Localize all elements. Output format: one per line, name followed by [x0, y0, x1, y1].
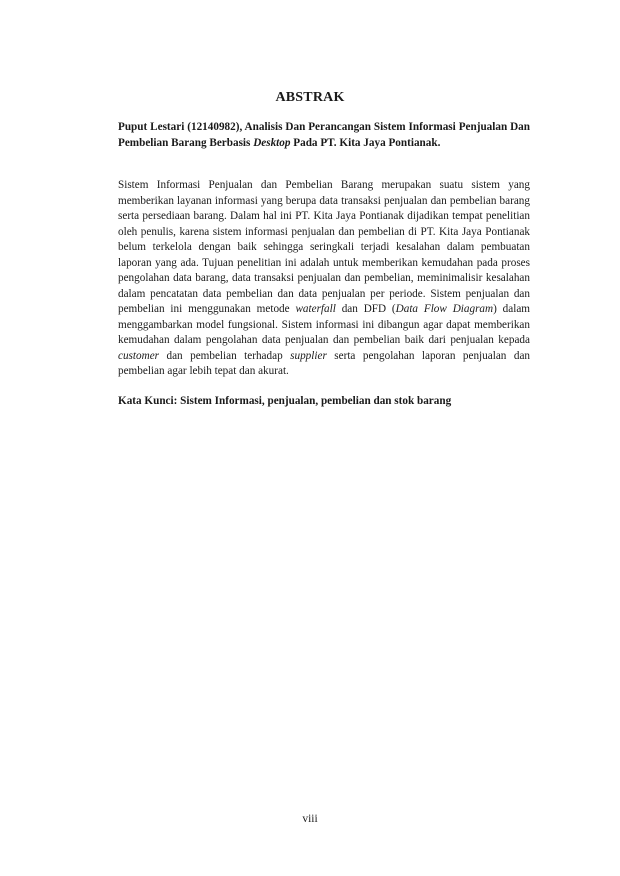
page-title: ABSTRAK — [275, 90, 345, 105]
abstract-text-5: serta pengolahan laporan penjualan dan pembelian agar lebih tepat dan akurat. — [118, 349, 531, 377]
keywords-line: Kata Kunci: Sistem Informasi, penjualan, pembelian dan stok barang — [118, 395, 452, 407]
abstract-paragraph — [118, 178, 530, 380]
abstract-term-dfd: Data Flow Diagram — [395, 303, 494, 315]
abstract-term-customer: customer — [118, 349, 160, 362]
page-number: viii — [302, 813, 318, 825]
abstract-term-waterfall: waterfall — [295, 303, 336, 315]
author-citation — [118, 120, 530, 151]
author-citation-text: Puput Lestari (12140982), Analisis Dan Perancangan Sistem Informasi Penjualan Dan Pembelian Barang Berbasis — [118, 121, 530, 149]
author-citation-text-end: Pada PT. Kita Jaya Pontianak. — [290, 136, 441, 149]
abstract-text-4: dan pembelian terhadap — [159, 349, 291, 362]
author-citation-italic: Desktop — [253, 136, 291, 149]
abstract-text-3: ) dalam menggambarkan model fungsional. Sistem informasi ini dibangun agar dapat memberikan kemudahan dalam pengolahan data penjualan dan pembelian baik dari penjualan kepada — [118, 303, 530, 346]
abstract-text-2: dan DFD ( — [335, 303, 396, 315]
abstract-term-supplier: supplier — [290, 349, 327, 362]
abstract-text-1: Sistem Informasi Penjualan dan Pembelian Barang merupakan suatu sistem yang memberikan layanan informasi yang berupa data transaksi penjualan dan pembelian barang serta persediaan barang. Dalam hal ini PT. Kita Jaya Pontianak dijadikan tempat penelitian oleh penulis, karena sistem informasi penjualan dan pembelian di PT. Kita Jaya Pontianak belum terkelola dengan baik sehingga seringkali terjadi kesalahan dalam pembuatan laporan yang ada. Tujuan penelitian ini adalah untuk memberikan kemudahan pada proses pengolahan data barang, data transaksi penjualan dan pembelian, meminimalisir kesalahan dalam pencatatan data pembelian dan data penjualan per periode. Sistem penjualan dan pembelian ini menggunakan metode — [118, 179, 530, 315]
